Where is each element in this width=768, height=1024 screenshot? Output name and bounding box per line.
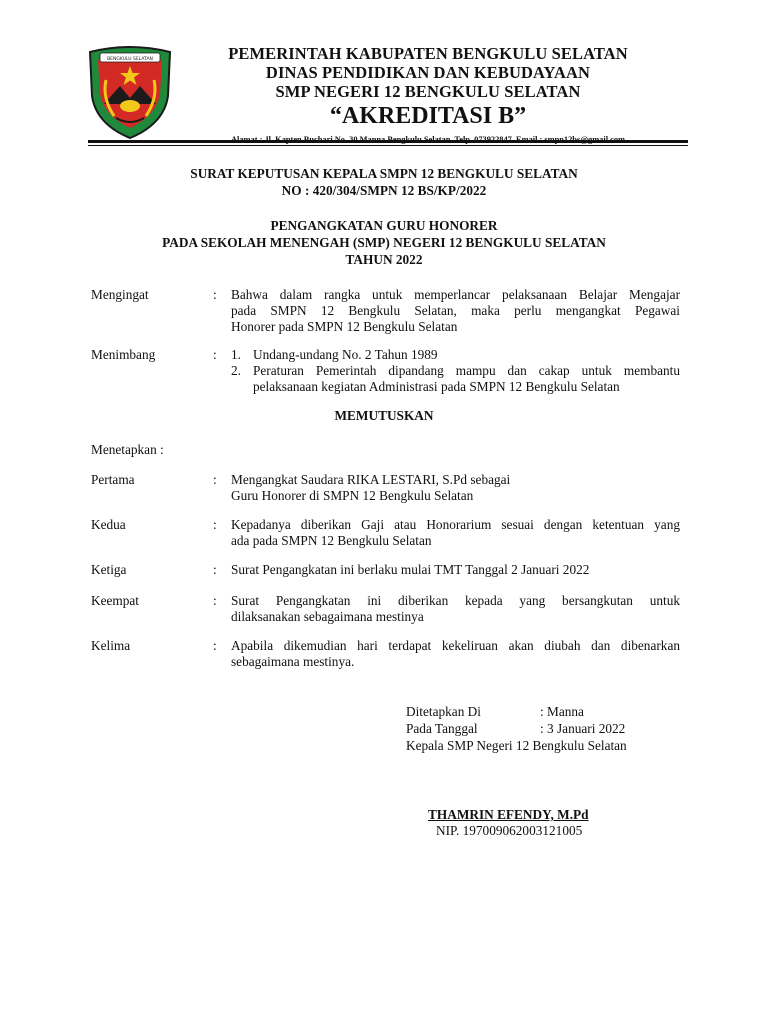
decision-label: Ketiga <box>91 562 127 577</box>
logo-banner-text: BENGKULU SELATAN <box>107 57 153 62</box>
decision-content <box>231 562 680 578</box>
content-line: Surat Pengangkatan ini berlaku mulai TMT Tanggal 2 Januari 2022 <box>231 562 590 577</box>
logo-crown <box>120 100 140 112</box>
decision-content <box>231 472 680 504</box>
letterhead-accreditation: “AKREDITASI B” <box>329 103 527 129</box>
decision-label: Kedua <box>91 517 126 532</box>
separator-colon: : <box>213 472 217 487</box>
content-line: Peraturan Pemerintah dipandang mampu dan cakap untuk membantu <box>253 363 680 378</box>
content-line: Apabila dikemudian hari terdapat kekeliruan akan diubah dan dibenarkan <box>231 638 680 653</box>
date-label: Pada Tanggal <box>406 721 478 736</box>
content-line: ada pada SMPN 12 Bengkulu Selatan <box>231 533 432 548</box>
signer-nip: NIP. 197009062003121005 <box>436 823 583 838</box>
decree-title <box>80 165 688 199</box>
decision-label: Pertama <box>91 472 135 487</box>
decree-subject <box>80 217 688 268</box>
decree-number: NO : 420/304/SMPN 12 BS/KP/2022 <box>281 183 487 198</box>
letterhead-department: DINAS PENDIDIKAN DAN KEBUDAYAAN <box>265 63 591 82</box>
place-value: : Manna <box>540 704 584 719</box>
decision-content <box>231 517 680 549</box>
section-label: Menimbang <box>91 347 156 362</box>
content-line: Mengangkat Saudara RIKA LESTARI, S.Pd sebagai <box>231 472 511 487</box>
content-line: Honorer pada SMPN 12 Bengkulu Selatan <box>231 319 458 334</box>
decision-heading: MEMUTUSKAN <box>334 408 434 423</box>
section-content <box>231 287 680 335</box>
list-text: Undang-undang No. 2 Tahun 1989 <box>253 347 438 362</box>
content-line: pelaksanaan kegiatan Administrasi pada SMPN 12 Bengkulu Selatan <box>253 379 620 394</box>
subject-line-2: PADA SEKOLAH MENENGAH (SMP) NEGERI 12 BENGKULU SELATAN <box>162 235 606 250</box>
list-number: 1. <box>231 347 241 362</box>
content-line: pada SMPN 12 Bengkulu Selatan, maka perlu mengangkat Pegawai <box>231 303 680 318</box>
separator-colon: : <box>213 517 217 532</box>
letterhead-rule-thick <box>88 140 688 143</box>
separator-colon: : <box>213 593 217 608</box>
content-line: Guru Honorer di SMPN 12 Bengkulu Selatan <box>231 488 474 503</box>
menetapkan-label: Menetapkan : <box>91 442 164 457</box>
date-value: : 3 Januari 2022 <box>540 721 626 736</box>
content-line: Kepadanya diberikan Gaji atau Honorarium sesuai dengan ketentuan yang <box>231 517 680 532</box>
content-line: Surat Pengangkatan ini diberikan kepada yang bersangkutan untuk <box>231 593 680 608</box>
place-label: Ditetapkan Di <box>406 704 481 719</box>
signer-position: Kepala SMP Negeri 12 Bengkulu Selatan <box>406 738 627 753</box>
decision-content <box>231 593 680 625</box>
content-line: sebagaimana mestinya. <box>231 654 355 669</box>
decree-title-line: SURAT KEPUTUSAN KEPALA SMPN 12 BENGKULU SELATAN <box>190 166 578 181</box>
list-text <box>253 363 680 395</box>
letterhead-school: SMP NEGERI 12 BENGKULU SELATAN <box>275 82 581 101</box>
decision-label: Keempat <box>91 593 139 608</box>
letterhead-rule-thin <box>88 145 688 146</box>
decision-content <box>231 638 680 670</box>
subject-line-3: TAHUN 2022 <box>345 252 423 267</box>
list-number: 2. <box>231 363 241 378</box>
section-label: Mengingat <box>91 287 149 302</box>
regency-emblem-logo <box>86 44 174 140</box>
letterhead <box>190 44 666 146</box>
signer-name: THAMRIN EFENDY, M.Pd <box>428 807 589 822</box>
separator-colon: : <box>213 562 217 577</box>
letterhead-government: PEMERINTAH KABUPATEN BENGKULU SELATAN <box>228 44 628 63</box>
content-line: dilaksanakan sebagaimana mestinya <box>231 609 424 624</box>
separator-colon: : <box>213 287 217 302</box>
separator-colon: : <box>213 347 217 362</box>
separator-colon: : <box>213 638 217 653</box>
content-line: Bahwa dalam rangka untuk memperlancar pelaksanaan Belajar Mengajar <box>231 287 680 302</box>
decision-label: Kelima <box>91 638 131 653</box>
subject-line-1: PENGANGKATAN GURU HONORER <box>270 218 498 233</box>
